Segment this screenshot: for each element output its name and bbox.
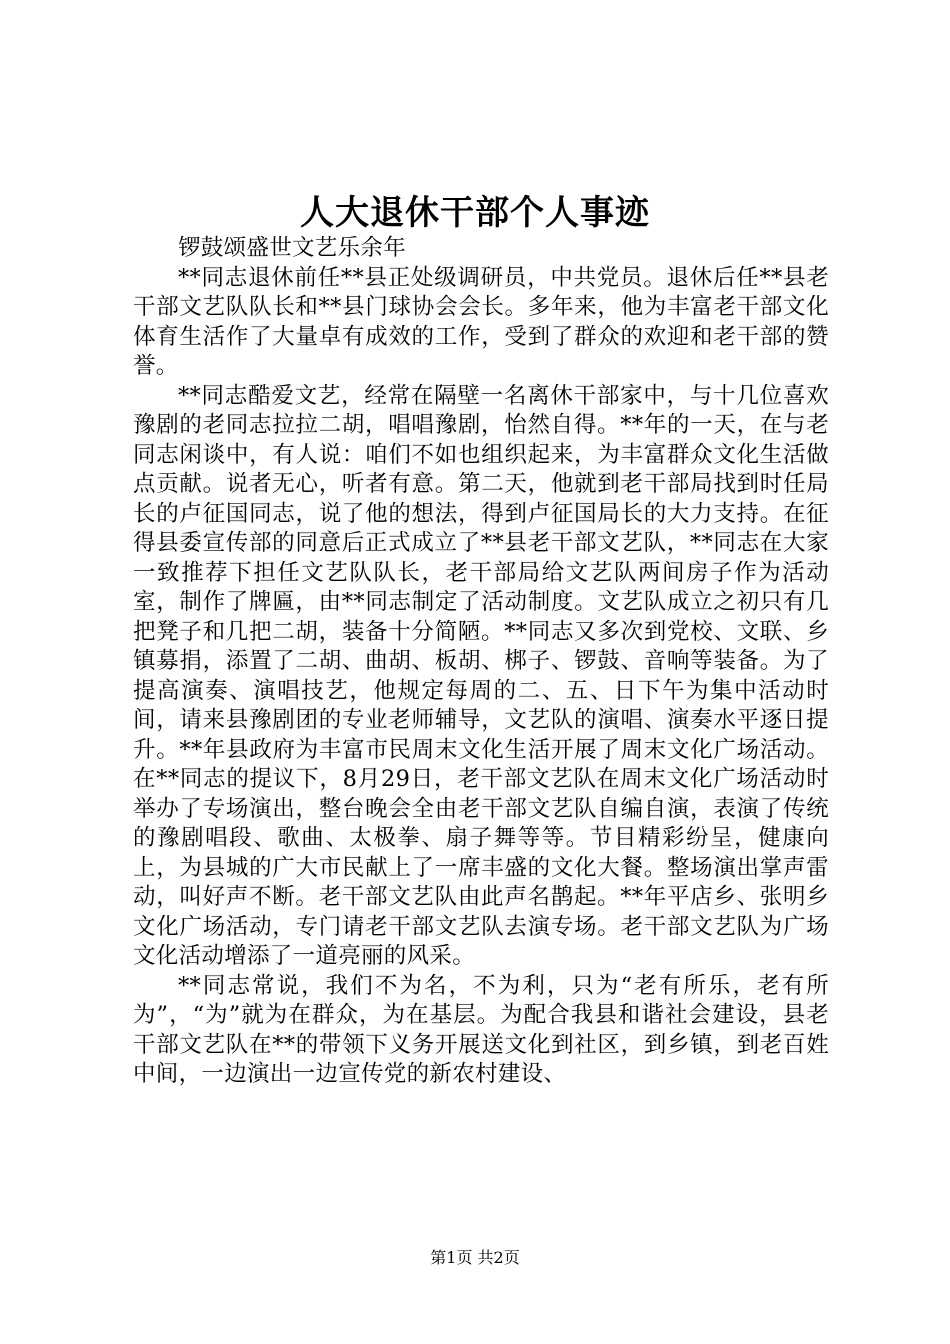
page-footer: 第1页 共2页 <box>430 1248 520 1267</box>
document-subtitle: 锣鼓颂盛世文艺乐余年 <box>178 235 407 261</box>
document-title: 人大退休干部个人事迹 <box>300 193 650 233</box>
paragraph-3: **同志常说，我们不为名，不为利，只为“老有所乐，老有所为”，“为”就为在群众，为在基层。为配合我县和谐社会建设，县老干部文艺队在**的带领下义务开展送文化到社区，到乡镇，到老百姓中间，一边演出一边宣传党的新农村建设、 <box>133 972 829 1087</box>
paragraph-1: **同志退休前任**县正处级调研员，中共党员。退休后任**县老干部文艺队队长和**县门球协会会长。多年来，他为丰富老干部文化体育生活作了大量卓有成效的工作，受到了群众的欢迎和老干部的赞誉。 <box>133 264 829 379</box>
paragraph-2: **同志酷爱文艺，经常在隔壁一名离休干部家中，与十几位喜欢豫剧的老同志拉拉二胡，唱唱豫剧，怡然自得。**年的一天，在与老同志闲谈中，有人说：咱们不如也组织起来，为丰富群众文化生活做点贡献。说者无心，听者有意。第二天，他就到老干部局找到时任局长的卢征国同志，说了他的想法，得到卢征国局长的大力支持。在征得县委宣传部的同意后正式成立了**县老干部文艺队，**同志在大家一致推荐下担任文艺队队长，老干部局给文艺队两间房子作为活动室，制作了牌匾，由**同志制定了活动制度。文艺队成立之初只有几把凳子和几把二胡，装备十分简陋。**同志又多次到党校、文联、乡镇募捐，添置了二胡、曲胡、板胡、梆子、锣鼓、音响等装备。为了提高演奏、演唱技艺，他规定每周的二、五、日下午为集中活动时间，请来县豫剧团的专业老师辅导，文艺队的演唱、演奏水平逐日提升。**年县政府为丰富市民周末文化生活开展了周末文化广场活动。在**同志的提议下，8月29日，老干部文艺队在周末文化广场活动时举办了专场演出，整台晚会全由老干部文艺队自编自演，表演了传统的豫剧唱段、歌曲、太极拳、扇子舞等等。节目精彩纷呈，健康向上，为县城的广大市民献上了一席丰盛的文化大餐。整场演出掌声雷动，叫好声不断。老干部文艺队由此声名鹊起。**年平店乡、张明乡文化广场活动，专门请老干部文艺队去演专场。老干部文艺队为广场文化活动增添了一道亮丽的风采。 <box>133 382 829 969</box>
document-body <box>133 234 829 1090</box>
